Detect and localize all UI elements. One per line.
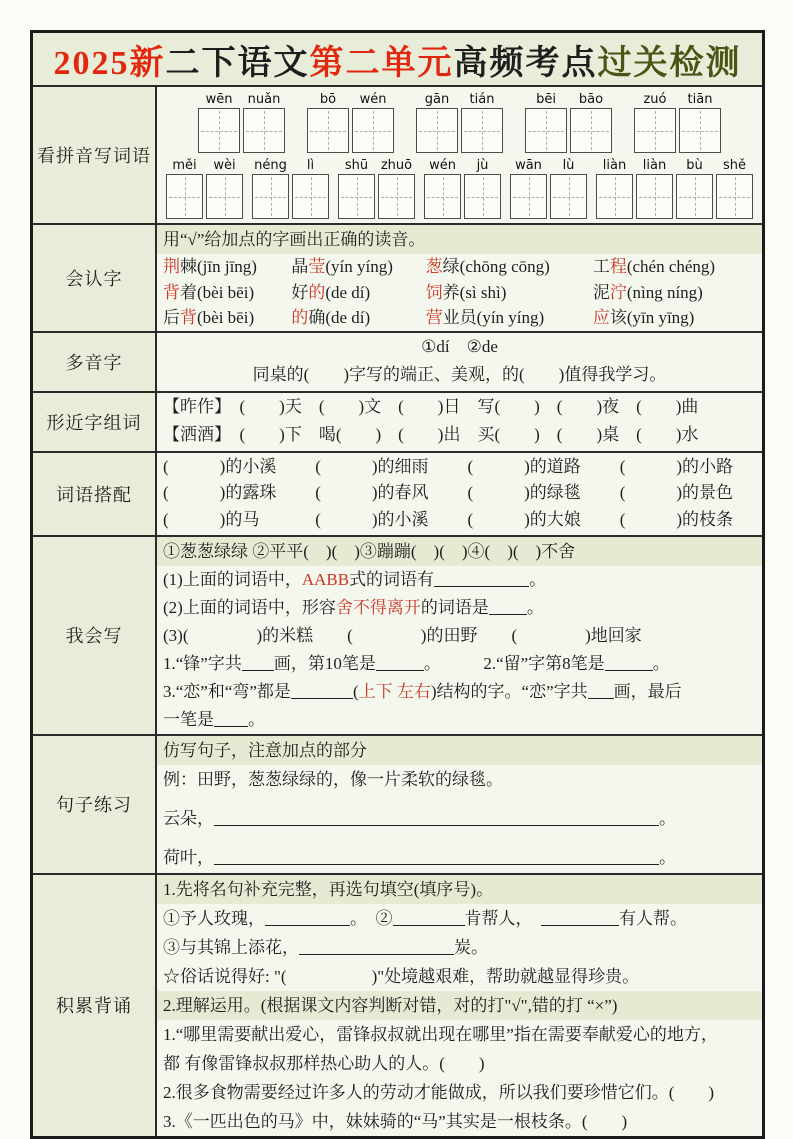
pinyin-syllable: tián <box>469 92 495 107</box>
text-segment: 2.很多食物需要经过许多人的劳动才能做成，所以我们要珍惜它们。( ) <box>163 1082 715 1102</box>
jilei-instruction-2: 2.理解运用。(根据课文内容判断对错，对的打"√",错的打 “×”) <box>157 991 762 1020</box>
text-segment: ①予人玫瑰， <box>163 908 265 928</box>
pinyin-unit <box>636 157 673 219</box>
text-segment: 背 <box>180 308 197 327</box>
matching-item: ( )的春风 <box>315 483 429 502</box>
fill-in-blank <box>434 572 529 587</box>
text-segment: 后 <box>163 308 180 327</box>
text-segment: ☆俗话说得好: "( )"处境越艰难，帮助就越显得珍贵。 <box>163 966 640 986</box>
huirenzi-word-grid <box>157 254 762 331</box>
character-writing-box <box>243 108 285 153</box>
question-line <box>157 594 762 622</box>
matching-item: ( )的景色 <box>619 483 734 502</box>
section-jilei <box>33 875 762 1136</box>
pinyin-unit <box>424 157 461 219</box>
pinyin-syllable: liàn <box>602 158 627 173</box>
pronunciation-choice-item <box>163 305 291 331</box>
text-segment: 。 <box>659 847 676 867</box>
matching-item: ( )的枝条 <box>619 509 734 529</box>
pinyin-unit <box>198 91 240 153</box>
pinyin-word-group <box>338 157 415 219</box>
text-segment: 莹 <box>308 257 326 276</box>
text-segment: (yīn yīng) <box>626 308 695 327</box>
pinyin-syllable: wén <box>359 92 387 107</box>
text-segment: 肯帮人， <box>464 908 541 928</box>
character-writing-box <box>461 108 503 153</box>
text-segment: 业员 <box>442 308 477 327</box>
pinyin-syllable: shū <box>344 158 369 173</box>
text-segment: 荆 <box>163 257 180 276</box>
character-writing-box <box>676 174 713 219</box>
matching-item: ( )的马 <box>163 509 260 529</box>
pinyin-syllable: néng <box>254 158 287 173</box>
character-writing-box <box>292 174 329 219</box>
fill-in-blank <box>299 940 454 955</box>
section-duoyinzi <box>33 333 762 393</box>
character-writing-box <box>378 174 415 219</box>
text-segment: (chōng cōng) <box>459 257 550 276</box>
pinyin-unit <box>510 157 547 219</box>
text-segment: 养 <box>442 282 460 302</box>
pinyin-unit <box>352 91 394 153</box>
text-segment: ③与其锦上添花， <box>163 937 299 957</box>
pinyin-syllable: lù <box>562 158 575 173</box>
pronunciation-choice-item <box>291 280 425 306</box>
pronunciation-choice-item <box>291 254 425 280</box>
worksheet-table <box>30 30 765 1139</box>
section-dapei <box>33 453 762 537</box>
pinyin-unit <box>292 157 329 219</box>
matching-item: ( )的小路 <box>619 456 734 476</box>
pinyin-syllable: lì <box>306 158 315 173</box>
pinyin-unit <box>634 91 676 153</box>
text-segment: 二下语文 <box>165 44 310 82</box>
juzi-instruction: 仿写句子，注意加点的部分 <box>157 736 762 765</box>
pinyin-unit <box>307 91 349 153</box>
text-segment: (bèi bēi) <box>197 308 255 327</box>
character-writing-box <box>166 174 203 219</box>
pinyin-syllable: gān <box>424 92 450 107</box>
pinyin-unit <box>550 157 587 219</box>
text-segment: 绿 <box>442 257 460 276</box>
question-line <box>157 843 762 873</box>
text-segment: 画，第10笔是 <box>273 653 376 673</box>
text-segment: 。 <box>529 569 547 589</box>
text-segment: 泞 <box>609 282 627 302</box>
text-segment: 棘 <box>180 257 197 276</box>
text-segment: )结构的字。“恋”字共 <box>430 681 588 701</box>
text-segment: ( <box>352 681 359 701</box>
pinyin-syllable: tiān <box>687 92 713 107</box>
pinyin-word-group <box>634 91 721 153</box>
character-writing-box <box>679 108 721 153</box>
text-segment: 好 <box>291 282 309 302</box>
question-line <box>157 765 762 795</box>
fill-in-blank <box>214 712 248 727</box>
question-line <box>157 804 762 834</box>
xingjinzi-line: 【昨作】 ( )天 ( )文 ( )日 写( ) ( )夜 ( )曲 <box>163 396 699 416</box>
text-segment: 高频考点 <box>453 44 598 82</box>
section-xingjinzi <box>33 393 762 453</box>
text-segment: AABB <box>301 569 350 589</box>
pinyin-unit <box>679 91 721 153</box>
pinyin-syllable: shě <box>722 158 746 173</box>
text-segment: 一笔是 <box>163 709 214 729</box>
pinyin-unit <box>676 157 713 219</box>
pinyin-unit <box>461 91 503 153</box>
text-segment: (de dí) <box>325 308 371 327</box>
pinyin-word-group <box>198 91 285 153</box>
jilei-content <box>157 875 762 1136</box>
text-segment: 都 有像雷锋叔叔那样热心助人的人。( ) <box>163 1053 485 1073</box>
wohuixie-wordbank: ①葱葱绿绿 ②平平( )( )③蹦蹦( )( )④( )( )不舍 <box>157 537 762 566</box>
matching-item: ( )的大娘 <box>467 509 581 529</box>
text-segment: (jīn jīng) <box>197 257 257 276</box>
pinyin-syllable: měi <box>172 158 197 173</box>
pinyin-row <box>159 157 760 219</box>
text-segment: (bèi bēi) <box>197 282 255 302</box>
duoyinzi-content <box>157 333 762 391</box>
question-line <box>157 622 762 650</box>
fill-in-blank <box>214 811 659 826</box>
matching-item: ( )的绿毯 <box>467 483 581 502</box>
pinyin-unit <box>338 157 375 219</box>
text-segment: 葱 <box>425 257 443 276</box>
pronunciation-choice-item <box>426 280 593 306</box>
pinyin-writing-area <box>157 87 762 223</box>
text-segment: 着 <box>180 282 197 302</box>
text-segment: (chén chéng) <box>626 257 716 276</box>
text-segment: 该 <box>609 308 627 327</box>
text-segment: 晶 <box>291 257 309 276</box>
fill-in-blank <box>291 684 353 699</box>
matching-item: ( )的露珠 <box>163 483 277 502</box>
text-segment: 例：田野，葱葱绿绿的，像一片柔软的绿毯。 <box>163 769 503 789</box>
section-juzi <box>33 736 762 875</box>
duoyinzi-sentence: 同桌的( )字写的端正、美观，的( )值得我学习。 <box>252 364 667 384</box>
text-segment: 有人帮。 <box>619 908 687 928</box>
character-writing-box <box>716 174 753 219</box>
fill-in-blank <box>489 600 527 615</box>
section-huirenzi <box>33 225 762 333</box>
text-segment: 过关检测 <box>597 44 742 82</box>
pinyin-word-group <box>252 157 329 219</box>
pronunciation-choice-item <box>426 305 593 331</box>
pinyin-word-group <box>424 157 501 219</box>
jilei-questions-1 <box>157 904 762 991</box>
character-writing-box <box>636 174 673 219</box>
text-segment: 3.《一匹出色的马》中，妹妹骑的“马”其实是一根枝条。( ) <box>163 1111 628 1131</box>
fill-in-blank <box>541 911 619 926</box>
question-line <box>157 1107 762 1136</box>
pronunciation-choice-item <box>163 254 291 280</box>
character-writing-box <box>424 174 461 219</box>
fill-in-blank <box>588 684 614 699</box>
text-segment: (sì shì) <box>459 282 507 302</box>
pinyin-unit <box>206 157 243 219</box>
text-segment: 2025新 <box>53 44 166 82</box>
question-line <box>157 962 762 991</box>
text-segment: 炭。 <box>454 937 488 957</box>
pinyin-syllable: wèi <box>213 158 236 173</box>
section-label-kanpinyin: 看拼音写词语 <box>33 87 157 223</box>
character-writing-box <box>570 108 612 153</box>
pinyin-unit <box>464 157 501 219</box>
text-segment: 的词语是 <box>420 597 489 617</box>
character-writing-box <box>307 108 349 153</box>
fill-in-blank <box>214 850 659 865</box>
pinyin-syllable: zuó <box>643 92 667 107</box>
juzi-content <box>157 736 762 873</box>
pinyin-syllable: nuǎn <box>247 92 281 107</box>
text-segment: 的 <box>308 282 326 302</box>
character-writing-box <box>525 108 567 153</box>
fill-in-blank <box>242 656 274 671</box>
pinyin-syllable: wān <box>515 158 542 173</box>
text-segment: 3.“恋”和“弯”都是 <box>163 681 291 701</box>
pinyin-unit <box>570 91 612 153</box>
page-title <box>33 33 762 87</box>
text-segment: 第二单元 <box>309 44 454 82</box>
question-line <box>157 933 762 962</box>
text-segment: (de dí) <box>325 282 371 302</box>
pinyin-unit <box>416 91 458 153</box>
character-writing-box <box>596 174 633 219</box>
matching-item: ( )的小溪 <box>163 456 277 476</box>
pinyin-syllable: liàn <box>642 158 667 173</box>
character-writing-box <box>198 108 240 153</box>
text-segment: 画，最后 <box>613 681 682 701</box>
pinyin-word-group <box>525 91 612 153</box>
character-writing-box <box>510 174 547 219</box>
character-writing-box <box>550 174 587 219</box>
text-segment: 。 2.“留”字第8笔是 <box>423 653 605 673</box>
text-segment: 舍不得离开 <box>335 597 421 617</box>
pinyin-syllable: wēn <box>205 92 233 107</box>
character-writing-box <box>252 174 289 219</box>
pinyin-unit <box>716 157 753 219</box>
text-segment: 荷叶， <box>163 847 214 867</box>
section-label-juzi: 句子练习 <box>33 736 157 873</box>
juzi-questions <box>157 765 762 873</box>
pinyin-word-group <box>596 157 753 219</box>
pinyin-syllable: bō <box>319 92 337 107</box>
question-line <box>157 706 762 734</box>
text-segment: 背 <box>163 282 180 302</box>
pinyin-syllable: bù <box>686 158 703 173</box>
text-segment: 云朵， <box>163 808 214 828</box>
question-line <box>157 678 762 706</box>
text-segment: 。 <box>248 709 265 729</box>
text-segment: 程 <box>609 257 627 276</box>
dapei-grid <box>157 453 762 534</box>
section-label-dapei: 词语搭配 <box>33 453 157 535</box>
matching-item: ( )的道路 <box>467 456 581 476</box>
text-segment: 营 <box>425 308 443 327</box>
pinyin-word-group <box>416 91 503 153</box>
text-segment: (yín yíng) <box>476 308 545 327</box>
pinyin-row <box>159 91 760 153</box>
section-label-jilei: 积累背诵 <box>33 875 157 1136</box>
jilei-instruction-1: 1.先将名句补充完整，再选句填空(填序号)。 <box>157 875 762 904</box>
pinyin-unit <box>378 157 415 219</box>
character-writing-box <box>206 174 243 219</box>
text-segment: (1)上面的词语中， <box>163 569 302 589</box>
text-segment: 上下 左右 <box>358 681 431 701</box>
character-writing-box <box>352 108 394 153</box>
pinyin-word-group <box>307 91 394 153</box>
question-line <box>157 566 762 594</box>
text-segment: 工 <box>592 257 610 276</box>
section-label-wohuixie: 我会写 <box>33 537 157 734</box>
fill-in-blank <box>265 911 350 926</box>
character-writing-box <box>634 108 676 153</box>
wohuixie-questions <box>157 566 762 734</box>
fill-in-blank <box>376 656 424 671</box>
jilei-questions-2 <box>157 1020 762 1136</box>
pronunciation-choice-item <box>291 305 425 331</box>
text-segment: 。 <box>659 808 676 828</box>
text-segment: 式的词语有 <box>349 569 435 589</box>
pronunciation-choice-item <box>593 280 760 306</box>
pronunciation-choice-item <box>426 254 593 280</box>
text-segment: 饲 <box>425 282 443 302</box>
fill-in-blank <box>605 656 653 671</box>
pinyin-unit <box>596 157 633 219</box>
pronunciation-choice-item <box>593 305 760 331</box>
pronunciation-choice-item <box>593 254 760 280</box>
matching-item: ( )的小溪 <box>315 509 429 529</box>
text-segment: 的 <box>291 308 309 327</box>
xingjinzi-content <box>157 393 762 451</box>
character-writing-box <box>416 108 458 153</box>
text-segment: 确 <box>308 308 326 327</box>
huirenzi-content <box>157 225 762 331</box>
character-writing-box <box>464 174 501 219</box>
wohuixie-content <box>157 537 762 734</box>
text-segment: 1.“哪里需要献出爱心，雷锋叔叔就出现在哪里”指在需要奉献爱心的地方， <box>163 1024 718 1044</box>
section-label-duoyinzi: 多音字 <box>33 333 157 391</box>
pinyin-unit <box>166 157 203 219</box>
question-line <box>157 1049 762 1078</box>
pinyin-unit <box>525 91 567 153</box>
character-writing-box <box>338 174 375 219</box>
text-segment: 。 <box>526 597 544 617</box>
text-segment: (2)上面的词语中，形容 <box>163 597 336 617</box>
dapei-content <box>157 453 762 535</box>
text-segment: 。 <box>652 653 670 673</box>
matching-item: ( )的细雨 <box>315 456 429 476</box>
text-segment: (yín yíng) <box>325 257 393 276</box>
pinyin-word-group <box>510 157 587 219</box>
section-kanpinyin <box>33 87 762 225</box>
fill-in-blank <box>393 911 465 926</box>
pinyin-unit <box>243 91 285 153</box>
text-segment: (nìng níng) <box>626 282 703 302</box>
pinyin-syllable: zhuō <box>380 158 413 173</box>
duoyinzi-options: ①dí ②de <box>421 336 498 356</box>
huirenzi-instruction: 用“√”给加点的字画出正确的读音。 <box>157 225 762 254</box>
question-line <box>157 1078 762 1107</box>
pinyin-unit <box>252 157 289 219</box>
question-line <box>157 650 762 678</box>
text-segment: (3)( )的米糕 ( )的田野 ( )地回家 <box>163 625 642 645</box>
pinyin-word-group <box>166 157 243 219</box>
text-segment: 。 ② <box>350 908 393 928</box>
section-label-huirenzi: 会认字 <box>33 225 157 331</box>
text-segment: 泥 <box>592 282 610 302</box>
pinyin-syllable: bāo <box>578 92 604 107</box>
pinyin-syllable: wén <box>429 158 456 173</box>
text-segment: 应 <box>592 308 610 327</box>
question-line <box>157 904 762 933</box>
pinyin-syllable: jù <box>476 158 489 173</box>
question-line <box>157 1020 762 1049</box>
section-label-xingjinzi: 形近字组词 <box>33 393 157 451</box>
xingjinzi-line: 【洒酒】 ( )下 喝( ) ( )出 买( ) ( )桌 ( )水 <box>163 425 699 444</box>
pronunciation-choice-item <box>163 280 291 306</box>
text-segment: 1.“锋”字共 <box>163 653 242 673</box>
pinyin-syllable: bēi <box>536 92 556 107</box>
section-wohuixie <box>33 537 762 736</box>
